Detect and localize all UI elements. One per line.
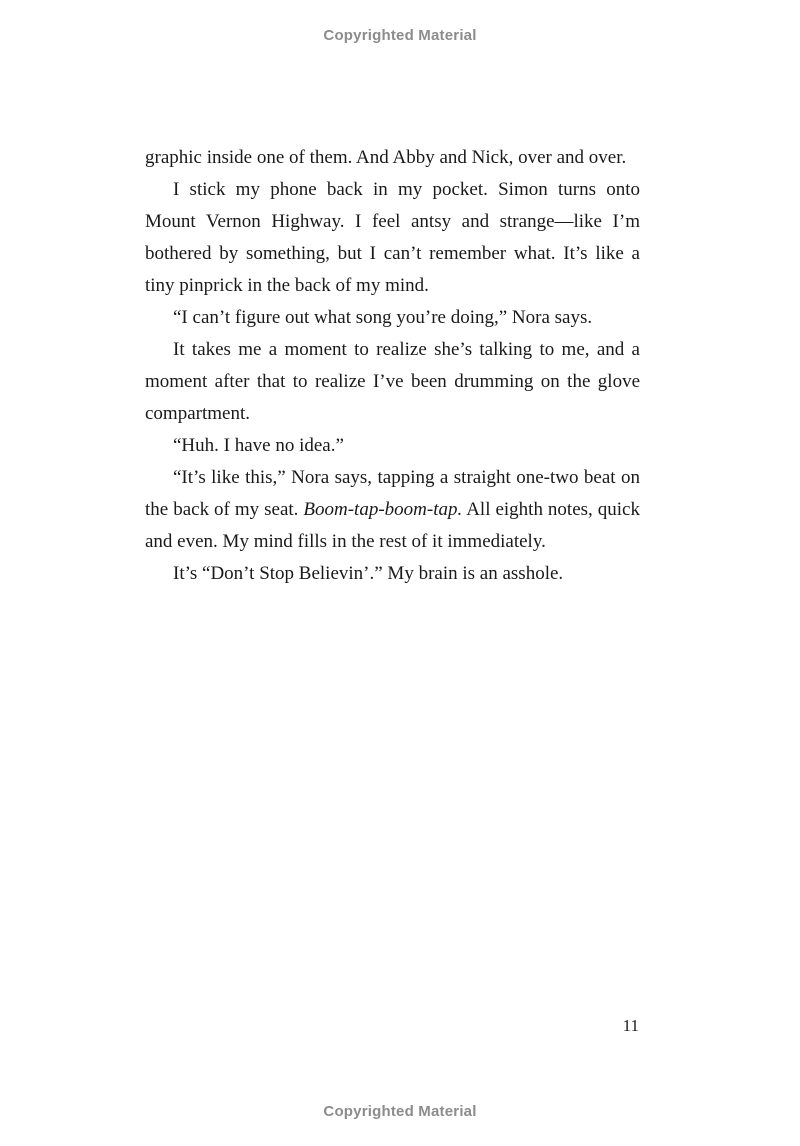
body-text	[145, 142, 640, 590]
paragraph-7: It’s “Don’t Stop Believin’.” My brain is an asshole.	[173, 563, 564, 584]
paragraph-6	[145, 462, 640, 558]
paragraph-6-before: “It’s like this,” Nora says, tapping a straight one-two beat on the back of my seat.	[145, 467, 640, 520]
copyright-watermark-top: Copyrighted Material	[323, 27, 477, 44]
paragraph-2: I stick my phone back in my pocket. Simon turns onto Mount Vernon Highway. I feel antsy and strange—like I’m bothered by something, but I can’t remember what. It’s like a tiny pinprick in the back of my mind.	[145, 179, 640, 296]
paragraph-6-italic: Boom-tap-boom-tap.	[303, 499, 463, 520]
copyright-watermark-bottom: Copyrighted Material	[323, 1103, 477, 1120]
paragraph-5: “Huh. I have no idea.”	[173, 435, 344, 456]
paragraph-4: It takes me a moment to realize she’s talking to me, and a moment after that to realize I’ve been drumming on the glove compartment.	[145, 339, 640, 424]
paragraph-6-after: All eighth notes, quick and even. My mind fills in the rest of it immediately.	[145, 499, 640, 552]
page-number: 11	[622, 1016, 639, 1035]
paragraph-3: “I can’t figure out what song you’re doing,” Nora says.	[173, 307, 593, 328]
paragraph-1: graphic inside one of them. And Abby and Nick, over and over.	[145, 147, 627, 168]
